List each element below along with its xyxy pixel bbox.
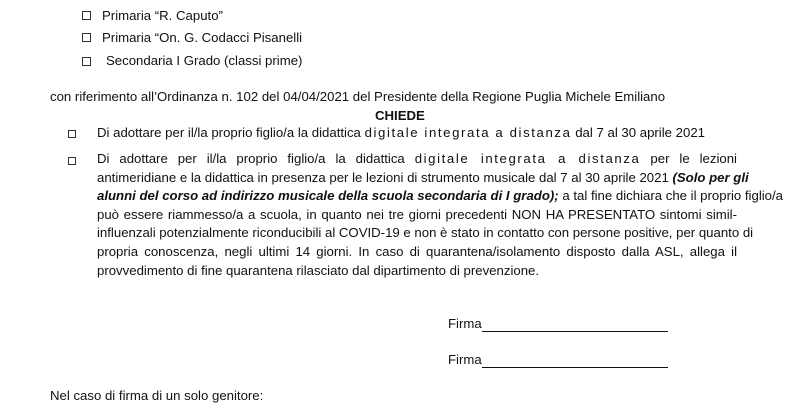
paragraph-line: propria conoscenza, negli ultimi 14 giorni. In caso di quarantena/isolamento disposto dalla ASL, allega il <box>97 243 737 259</box>
signature-line-1[interactable] <box>482 316 668 332</box>
paragraph-segment: Di adottare per il/la proprio figlio/a la didattica <box>97 151 405 166</box>
signature-row-1 <box>448 316 668 332</box>
option-distanza-part-c: dal 7 al 30 aprile 2021 <box>575 125 705 140</box>
signature-label: Firma <box>448 316 482 331</box>
option-distanza-text <box>97 125 705 140</box>
signature-row-2 <box>448 352 668 368</box>
paragraph-line <box>97 169 749 188</box>
option-distanza-part-b: digitale integrata a distanza <box>364 125 572 140</box>
checkbox-secondaria[interactable] <box>82 57 91 66</box>
option-secondaria: Secondaria I Grado (classi prime) <box>106 53 303 68</box>
paragraph-segment: per le lezioni <box>650 151 737 166</box>
heading-chiede: CHIEDE <box>375 108 425 123</box>
paragraph-segment: antimeridiane e la didattica in presenza per le lezioni di strumento musicale dal 7 al 30 aprile 2021 <box>97 169 669 185</box>
paragraph-line <box>97 187 784 206</box>
paragraph-line: può essere riammesso/a a scuola, in quanto nei tre giorni precedenti NON HA PRESENTATO sintomi simil- <box>97 206 737 222</box>
reference-text: con riferimento all’Ordinanza n. 102 del 04/04/2021 del Presidente della Regione Puglia Michele Emiliano <box>50 89 666 104</box>
signature-line-2[interactable] <box>482 352 668 368</box>
signature-label: Firma <box>448 352 482 367</box>
option-presenza-paragraph <box>97 150 784 280</box>
option-primaria-codacci: Primaria “On. G. Codacci Pisanelli <box>102 30 303 45</box>
checkbox-primaria-caputo[interactable] <box>82 11 91 20</box>
paragraph-segment: (Solo per gli <box>672 169 749 185</box>
checkbox-option-presenza[interactable] <box>68 157 76 165</box>
paragraph-segment: alunni del corso ad indirizzo musicale della scuola secondaria di I grado); <box>97 188 559 204</box>
paragraph-line: influenzali potenzialmente riconducibili al COVID-19 e non è stato in contatto con persone positive, per quanto di <box>97 225 754 241</box>
paragraph-segment: digitale integrata a distanza <box>414 151 641 166</box>
paragraph-line <box>97 150 737 169</box>
checkbox-primaria-codacci[interactable] <box>82 33 91 42</box>
option-primaria-caputo: Primaria “R. Caputo” <box>102 8 223 23</box>
single-parent-note: Nel caso di firma di un solo genitore: <box>50 388 264 403</box>
checkbox-option-distanza[interactable] <box>68 130 76 138</box>
paragraph-segment: a tal fine dichiara che il proprio figlio/a <box>562 188 784 204</box>
paragraph-line: provvedimento di fine quarantena rilasciato dal dipartimento di prevenzione. <box>97 262 540 278</box>
option-distanza-part-a: Di adottare per il/la proprio figlio/a la didattica <box>97 125 361 140</box>
